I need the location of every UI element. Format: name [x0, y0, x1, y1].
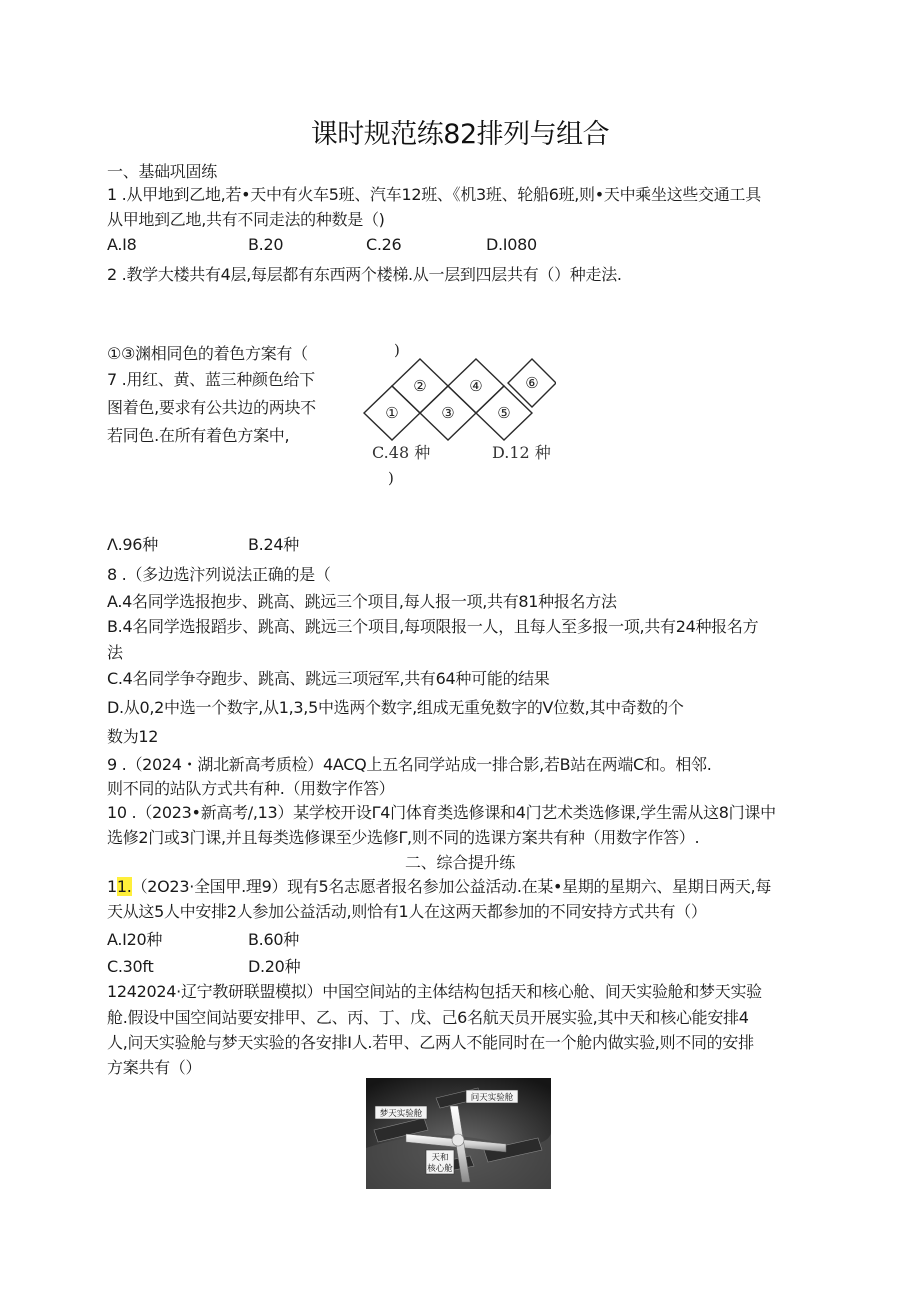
q1-option-b: B.20	[248, 235, 284, 254]
q8-option-d-line2: 数为12	[107, 727, 159, 746]
q8-option-c: C.4名同学争夺跑步、跳高、跳远三项冠军,共有64种可能的结果	[107, 669, 550, 688]
label-wentian	[466, 1090, 518, 1103]
q11-option-a: A.I20种	[107, 930, 163, 949]
q2-stem: 2 .教学大楼共有4层,每层都有东西两个楼梯.从一层到四层共有（）种走法.	[107, 265, 622, 284]
section-heading-basic: 一、基础巩固练	[107, 162, 217, 181]
q1-option-d: D.I080	[486, 235, 537, 254]
q10-stem-line1: 10 .（2023•新高考/,13）某学校开设Γ4门体育类选修课和4门艺术类选修课,学生需从这8门课中	[107, 803, 776, 822]
figure-paren-bottom: )	[388, 469, 394, 487]
q12-stem-line2: 舱.假设中国空间站要安排甲、乙、丙、丁、戊、己6名航天员开展实验,其中天和核心能安排4	[107, 1008, 749, 1027]
page-title: 课时规范练82排列与组合	[310, 119, 610, 150]
q3-stem-line3: 若同色.在所有着色方案中,	[107, 426, 290, 445]
diamond-grid	[364, 359, 556, 440]
q12-stem-line3: 人,问天实验舱与梦天实验的各安排I人.若甲、乙两人不能同时在一个舱内做实验,则不同的安排	[107, 1033, 754, 1052]
q11-option-c: C.30ft	[107, 957, 154, 976]
q3-option-a: Λ.96种	[107, 535, 158, 554]
q10-stem-line2: 选修2门或3门课,并且每类选修课至少选修Γ,则不同的选课方案共有种（用数字作答）.	[107, 828, 700, 847]
q12-stem-line4: 方案共有（）	[107, 1058, 202, 1077]
label-tianhe-line2: 核心舱	[427, 1164, 453, 1174]
q3-stem-line0: ①③渊相同色的着色方案有（	[107, 344, 308, 363]
label-mengtian-text: 梦天实验舱	[379, 1109, 423, 1119]
q11-stem-line2: 天从这5人中安排2人参加公益活动,则恰有1人在这两天都参加的不同安持方式共有（）	[107, 902, 707, 921]
space-station-photo	[366, 1078, 551, 1189]
q8-option-d-line1: D.从0,2中选一个数字,从1,3,5中选两个数字,组成无重免数字的V位数,其中奇数的个	[107, 698, 684, 717]
label-wentian-text: 问天实验舱	[470, 1093, 514, 1103]
q1-option-c: C.26	[366, 235, 402, 254]
label-tianhe-line1: 天和	[431, 1153, 449, 1163]
circle-label-4: ④	[469, 377, 483, 395]
q3-stem-line1: 7 .用红、黄、蓝三种颜色给下	[107, 370, 315, 389]
q1-option-a: A.I8	[107, 235, 137, 254]
figure-option-d: D.12 种	[492, 443, 551, 462]
q9-stem-line1: 9 .（2024・湖北新高考质检）4ACQ上五名同学站成一排合影,若B站在两端C和。相邻.	[107, 755, 712, 774]
q11-number-highlight: 1.	[116, 877, 132, 896]
label-mengtian	[375, 1106, 427, 1119]
q1-stem-line1: 1 .从甲地到乙地,若•天中有火车5班、汽车12班、《机3班、轮船6班,则•天中乘坐这些交通工具	[107, 185, 761, 204]
q8-stem: 8 .（多边选汴列说法正确的是（	[107, 565, 331, 584]
q11-number: 1	[107, 877, 117, 896]
figure-paren-top: )	[394, 341, 400, 359]
q11-stem-line1	[107, 877, 771, 897]
circle-label-2: ②	[413, 377, 427, 395]
q11-option-d: D.20种	[248, 957, 301, 976]
label-tianhe	[426, 1150, 454, 1174]
q3-stem-line2: 图着色,要求有公共边的两块不	[107, 398, 316, 417]
q8-option-b-line1: B.4名同学选报蹈步、跳高、跳远三个项目,每项限报一人，且每人至多报一项,共有24种报名方	[107, 617, 759, 636]
circle-label-5: ⑤	[497, 404, 511, 422]
q12-stem-line1: 1242024·辽宁教研联盟模拟）中国空间站的主体结构包括天和核心舱、间天实验舱和梦天实验	[107, 982, 762, 1001]
coloring-figure	[360, 340, 556, 488]
q8-option-b-line2: 法	[107, 643, 123, 662]
circle-label-3: ③	[441, 404, 455, 422]
q11-stem-text: （2O23·全国甲.理9）现有5名志愿者报名参加公益活动.在某•星期的星期六、星期日两天,每	[131, 877, 772, 896]
q1-stem-line2: 从甲地到乙地,共有不同走法的种数是（)	[107, 210, 385, 229]
figure-option-c: C.48 种	[372, 443, 431, 462]
circle-label-1: ①	[385, 404, 399, 422]
q8-option-a: A.4名同学选报抱步、跳高、跳远三个项目,每人报一项,共有81种报名方法	[107, 592, 617, 611]
q9-stem-line2: 则不同的站队方式共有种.（用数字作答）	[107, 779, 395, 798]
circle-label-6: ⑥	[525, 374, 539, 392]
q11-option-b: B.60种	[248, 930, 299, 949]
section-heading-comprehensive: 二、综合提升练	[405, 853, 515, 872]
q3-option-b: B.24种	[248, 535, 299, 554]
